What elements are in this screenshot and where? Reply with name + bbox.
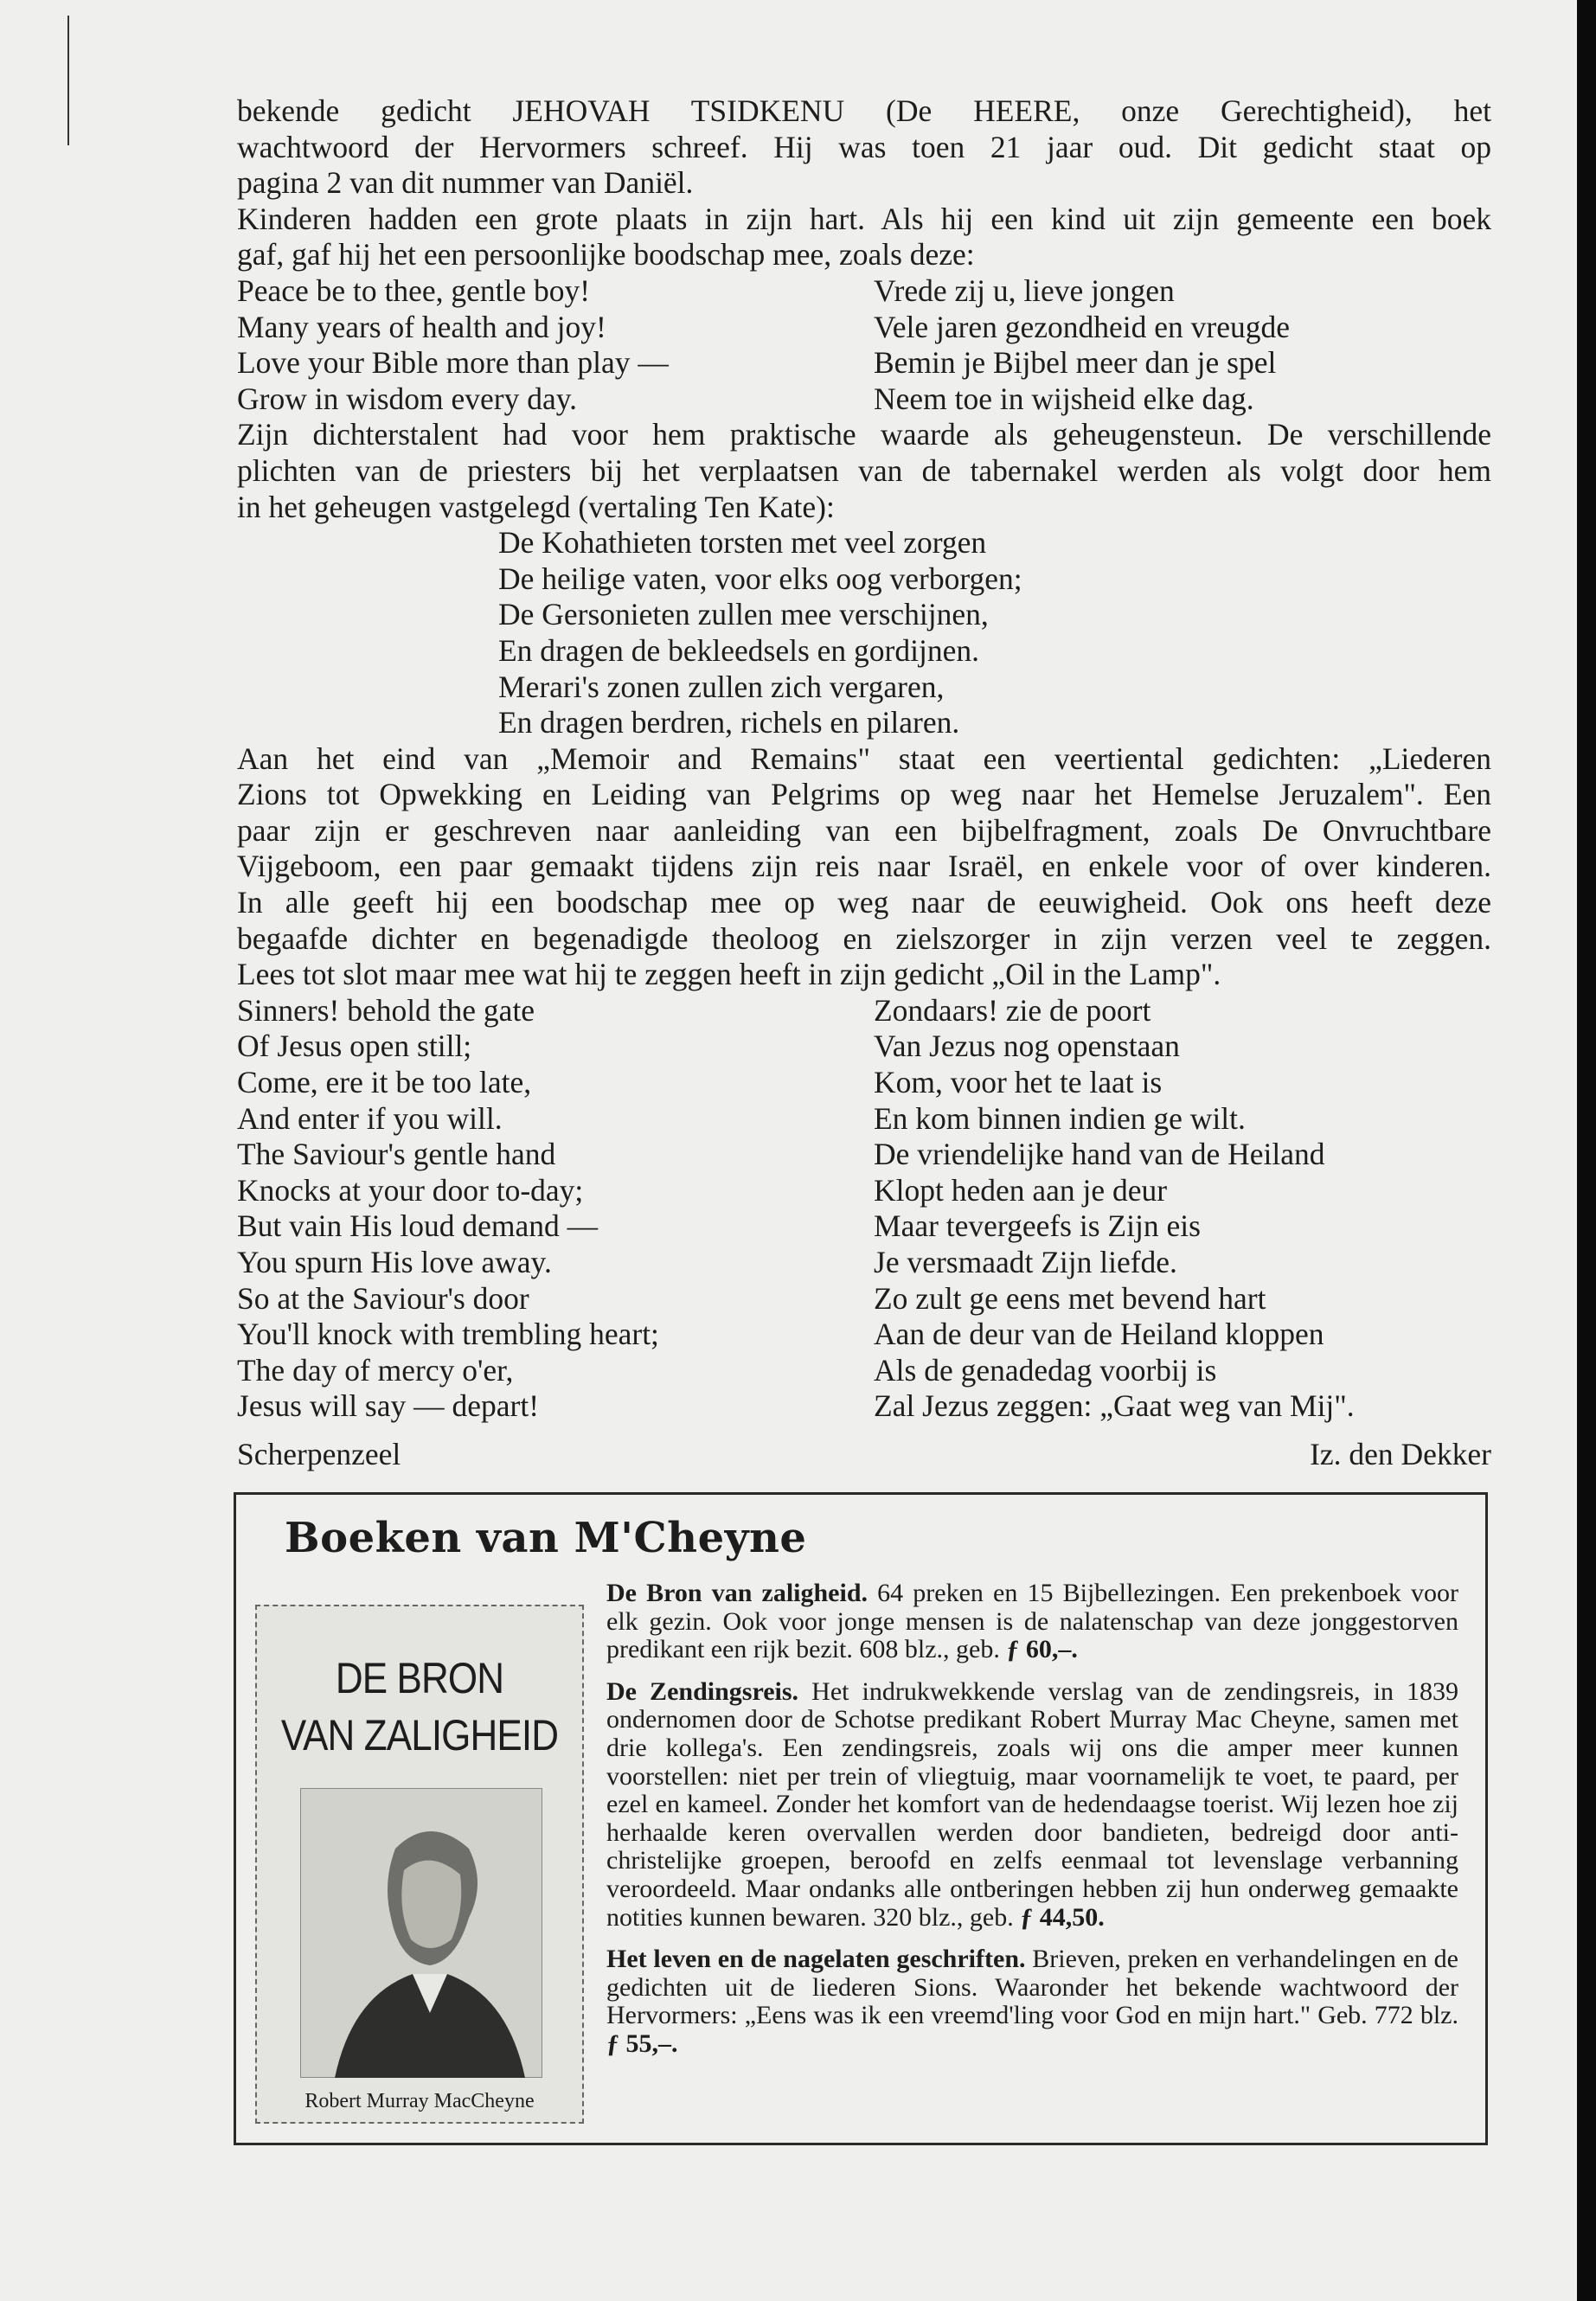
verse-en: Sinners! behold the gate — [237, 992, 535, 1028]
verse-en: The Saviour's gentle hand — [237, 1137, 556, 1172]
verse-nl: Van Jezus nog openstaan — [874, 1029, 1180, 1064]
book-price: ƒ 60,–. — [1006, 1635, 1078, 1664]
verse-line: De heilige vaten, voor elks oog verborgen; — [498, 561, 1022, 596]
verse-en: Come, ere it be too late, — [237, 1065, 532, 1100]
book-price: ƒ 44,50. — [1020, 1902, 1105, 1932]
text-line: wachtwoord der Hervormers schreef. Hij was toen 21 jaar oud. Dit gedicht staat op — [237, 129, 1491, 164]
verse-en: So at the Saviour's door — [237, 1280, 529, 1316]
kohath-verse — [237, 525, 1491, 741]
scan-mark — [67, 16, 69, 145]
text-line: bekende gedicht JEHOVAH TSIDKENU (De HEERE, onze Gerechtigheid), het — [237, 93, 1491, 128]
scan-edge — [1577, 0, 1596, 2301]
verse-line: De Gersonieten zullen mee verschijnen, — [498, 597, 989, 632]
verse-nl: En kom binnen indien ge wilt. — [874, 1100, 1246, 1136]
cover-title-line: VAN ZALIGHEID — [280, 1711, 559, 1759]
book-entry — [606, 1678, 1458, 1932]
verse-en: You'll knock with trembling heart; — [237, 1317, 659, 1352]
text-line: Lees tot slot maar mee wat hij te zeggen heeft in zijn gedicht „Oil in the Lamp". — [237, 957, 1221, 992]
verse-line: Merari's zonen zullen zich vergaren, — [498, 669, 945, 704]
text-line: Zijn dichterstalent had voor hem praktische waarde als geheugensteun. De verschillende — [237, 417, 1491, 452]
signature-place: Scherpenzeel — [237, 1436, 401, 1471]
child-verse — [237, 273, 1491, 417]
verse-line: En dragen berdren, richels en pilaren. — [498, 705, 960, 740]
verse-nl: Zo zult ge eens met bevend hart — [874, 1280, 1266, 1316]
cover-title — [277, 1650, 563, 1764]
verse-nl: Je versmaadt Zijn liefde. — [874, 1245, 1177, 1279]
verse-nl: Zal Jezus zeggen: „Gaat weg van Mij". — [874, 1388, 1355, 1424]
verse-line: De Kohathieten torsten met veel zorgen — [498, 525, 987, 561]
verse-nl: Vele jaren gezondheid en vreugde — [874, 309, 1291, 344]
book-cover — [255, 1605, 584, 2124]
text-line: pagina 2 van dit nummer van Daniël. — [237, 165, 694, 201]
text-line: gaf, gaf hij het een persoonlijke boodschap mee, zoals deze: — [237, 237, 975, 272]
book-title: Het leven en de nagelaten geschriften. — [606, 1945, 1026, 1974]
book-title: De Zendingsreis. — [606, 1676, 799, 1706]
text-line: Vijgeboom, een paar gemaakt tijdens zijn reis naar Israël, en enkele voor of over kinderen. — [237, 849, 1491, 884]
verse-nl: Vrede zij u, lieve jongen — [874, 272, 1175, 308]
verse-nl: Maar tevergeefs is Zijn eis — [874, 1208, 1201, 1244]
article-text — [237, 93, 1491, 1473]
verse-nl: Bemin je Bijbel meer dan je spel — [874, 345, 1277, 381]
portrait-image — [300, 1788, 542, 2078]
book-entry — [606, 1945, 1458, 2058]
verse-nl: De vriendelijke hand van de Heiland — [874, 1137, 1325, 1172]
signature-author: Iz. den Dekker — [1310, 1436, 1491, 1471]
verse-en: Knocks at your door to-day; — [237, 1172, 584, 1208]
text-line: in het geheugen vastgelegd (vertaling Ten Kate): — [237, 489, 835, 524]
book-advertisement — [234, 1492, 1488, 2145]
verse-en: Love your Bible more than play — — [237, 345, 669, 381]
verse-nl: Neem toe in wijsheid elke dag. — [874, 381, 1254, 416]
verse-nl: Aan de deur van de Heiland kloppen — [874, 1317, 1324, 1352]
lamp-verse — [237, 993, 1491, 1425]
cover-title-line: DE BRON — [335, 1654, 504, 1702]
verse-en: And enter if you will. — [237, 1100, 503, 1136]
signature — [237, 1437, 1491, 1473]
verse-en: Grow in wisdom every day. — [237, 381, 578, 416]
text-line: Zions tot Opwekking en Leiding van Pelgrims op weg naar het Hemelse Jeruzalem". Een — [237, 777, 1491, 812]
text-line: paar zijn er geschreven naar aanleiding van een bijbelfragment, zoals De Onvruchtbare — [237, 812, 1491, 848]
cover-caption: Robert Murray MacCheyne — [304, 2090, 535, 2112]
verse-en: Many years of health and joy! — [237, 309, 606, 344]
text-line: Aan het eind van „Memoir and Remains" staat een veertiental gedichten: „Liederen — [237, 740, 1491, 776]
text-line: begaafde dichter en begenadigde theoloog en zielszorger in zijn verzen veel te zeggen. — [237, 920, 1491, 956]
book-title: De Bron van zaligheid. — [606, 1579, 869, 1607]
book-description: 64 preken en 15 Bijbellezingen. Een prekenboek voor elk gezin. Ook voor jonge mensen is de nalatenschap van deze jonggestorven predikant een rijk bezit. 608 blz., geb. — [606, 1579, 1459, 1664]
verse-nl: Zondaars! zie de poort — [874, 992, 1151, 1028]
verse-en: Jesus will say — depart! — [237, 1388, 540, 1424]
verse-en: Of Jesus open still; — [237, 1029, 472, 1064]
text-line: plichten van de priesters bij het verplaatsen van de tabernakel werden als volgt door hem — [237, 452, 1491, 488]
text-line: In alle geeft hij een boodschap mee op weg naar de eeuwigheid. Ook ons heeft deze — [237, 885, 1491, 920]
book-description: Het indrukwekkende verslag van de zendingsreis, in 1839 ondernomen door de Schotse predikant Robert Murray Mac Cheyne, samen met drie kollega's. Een zendingsreis, zoals wij ons die amper meer kunnen voorstellen: niet per trein of vliegtuig, maar voornamelijk te voet, te paard, per ezel en kameel. Zonder het komfort van de hedendaagse toerist. Wij lezen hoe zij herhaalde keren overvallen werden door bandieten, bedreigd door anti-christelijke groepen, beroofd en zelfs eenmaal tot levenslage verbanning veroordeeld. Maar ondanks alle ontberingen hebben zij hun onderweg gemaakte notities kunnen bewaren. 320 blz., geb. — [606, 1676, 1459, 1932]
verse-nl: Als de genadedag voorbij is — [874, 1352, 1217, 1388]
verse-line: En dragen de bekleedsels en gordijnen. — [498, 632, 979, 668]
verse-nl: Kom, voor het te laat is — [874, 1065, 1163, 1100]
verse-en: Peace be to thee, gentle boy! — [237, 272, 591, 308]
verse-nl: Klopt heden aan je deur — [874, 1172, 1168, 1208]
text-line: Kinderen hadden een grote plaats in zijn hart. Als hij een kind uit zijn gemeente een boek — [237, 201, 1491, 236]
verse-en: But vain His loud demand — — [237, 1208, 599, 1244]
ad-title: Boeken van M'Cheyne — [285, 1514, 807, 1562]
book-entry — [606, 1580, 1458, 1664]
verse-en: The day of mercy o'er, — [237, 1352, 514, 1388]
book-list — [606, 1580, 1458, 2073]
book-price: ƒ 55,–. — [606, 2029, 678, 2058]
book-description: Brieven, preken en verhandelingen en de gedichten uit de liederen Sions. Waaronder het bekende wachtwoord der Hervormers: „Eens was ik een vreemd'ling voor God en mijn hart." Geb. 772 blz. — [606, 1945, 1459, 2030]
verse-en: You spurn His love away. — [237, 1245, 552, 1279]
